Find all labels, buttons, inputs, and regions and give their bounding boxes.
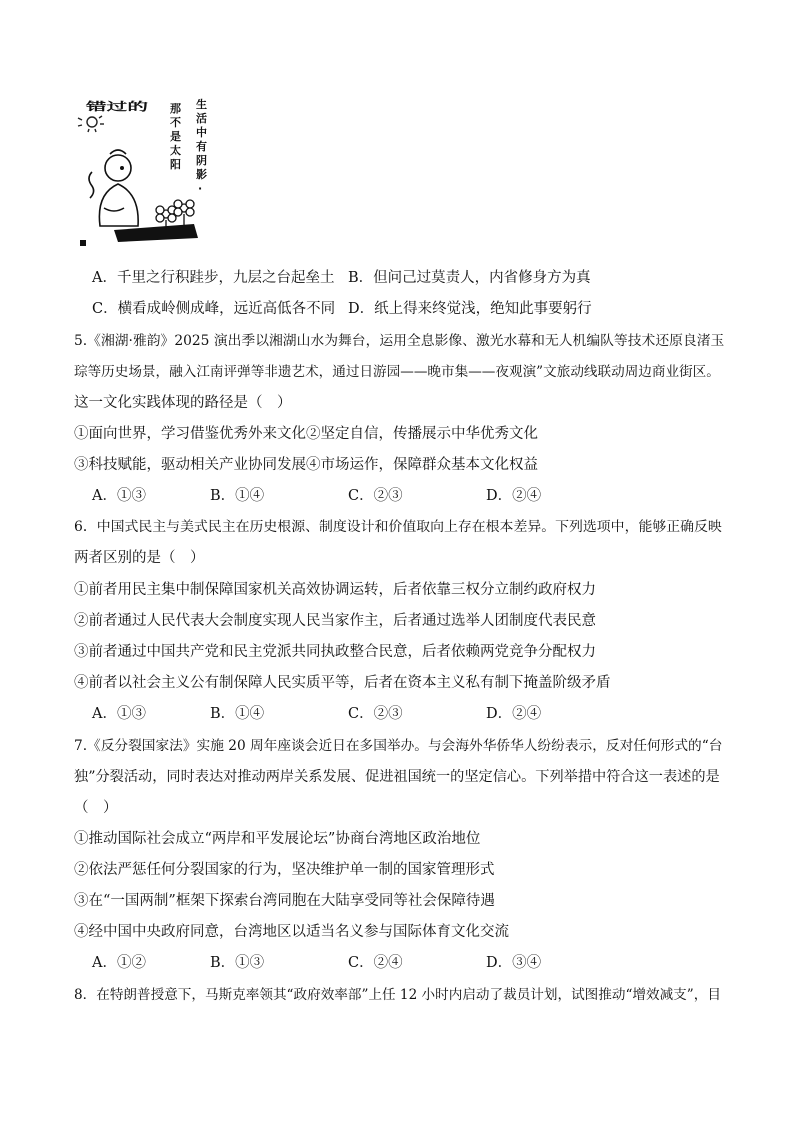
- q4-option-d: D．纸上得来终觉浅，绝知此事要躬行: [348, 301, 592, 317]
- q7-item-2: ②依法严惩任何分裂国家的行为，坚决维护单一制的国家管理形式: [74, 862, 495, 878]
- svg-text:活: 活: [196, 112, 207, 125]
- q7-option-c: C．②④: [348, 955, 403, 971]
- q7-stem-line-2: 独”分裂活动，同时表达对推动两岸关系发展、促进祖国统一的坚定信心。下列举措中符合这一表述的是: [74, 769, 720, 785]
- sun-icon: [78, 116, 104, 132]
- q6-option-c: C．②③: [348, 706, 403, 722]
- q7-item-3: ③在“一国两制”框架下探索台湾同胞在大陆享受同等社会保障待遇: [74, 893, 495, 909]
- q5-stem-line-2: 琮等历史场景，融入江南评弹等非遗艺术，通过日游园——晚市集——夜观演”文旅动线联动周边商业街区。: [74, 364, 720, 380]
- svg-text:是: 是: [170, 130, 181, 143]
- q7-option-a: A．①②: [92, 955, 146, 971]
- q5-option-a: A．①③: [92, 488, 146, 504]
- cartoon-mark: [80, 240, 86, 246]
- q4-option-b: B．但问己过莫责人，内省修身方为真: [348, 270, 591, 286]
- q6-option-b: B．①④: [210, 706, 265, 722]
- q6-stem-line-2: 两者区别的是（ ）: [74, 550, 205, 566]
- q5-item-1: ①面向世界，学习借鉴优秀外来文化②坚定自信，传播展示中华优秀文化: [74, 426, 538, 442]
- svg-text:有: 有: [196, 140, 207, 153]
- q6-option-d: D．②④: [486, 706, 542, 722]
- svg-text:太: 太: [170, 144, 181, 157]
- svg-text:那: 那: [170, 102, 181, 115]
- q5-option-b: B．①④: [210, 488, 265, 504]
- q4-option-a: A．千里之行积跬步，九层之台起垒土: [92, 270, 335, 286]
- cartoon-illustration: [74, 96, 224, 252]
- q6-item-3: ③前者通过中国共产党和民主党派共同执政整合民意，后者依赖两党竞争分配权力: [74, 644, 596, 660]
- q7-option-d: D．③④: [486, 955, 542, 971]
- cartoon-caption-left: 错过的: [86, 100, 119, 113]
- q4-option-c: C．横看成岭侧成峰，远近高低各不同: [92, 301, 336, 317]
- q7-item-4: ④经中国中央政府同意，台湾地区以适当名义参与国际体育文化交流: [74, 924, 509, 940]
- svg-text:中: 中: [196, 126, 207, 139]
- q5-option-c: C．②③: [348, 488, 403, 504]
- q7-stem-line-3: （ ）: [74, 800, 118, 816]
- q7-item-1: ①推动国际社会成立“两岸和平发展论坛”协商台湾地区政治地位: [74, 831, 481, 847]
- cartoon-caption-vertical-2: [196, 97, 207, 195]
- q6-option-a: A．①③: [92, 706, 146, 722]
- svg-text:不: 不: [170, 116, 181, 129]
- q5-stem-line-1: 5.《湘湖·雅韵》2025 演出季以湘湖山水为舞台，运用全息影像、激光水幕和无人机编队等技术还原良渚玉: [74, 333, 725, 349]
- svg-text:阳: 阳: [170, 158, 181, 171]
- q5-item-2: ③科技赋能，驱动相关产业协同发展④市场运作，保障群众基本文化权益: [74, 457, 538, 473]
- cartoon-caption-vertical-1: [170, 102, 181, 171]
- q7-option-b: B．①③: [210, 955, 265, 971]
- q6-item-4: ④前者以社会主义公有制保障人民实质平等，后者在资本主义私有制下掩盖阶级矛盾: [74, 675, 611, 691]
- person-figure: [89, 150, 138, 226]
- q8-stem-line-1: 8．在特朗普授意下，马斯克率领其“政府效率部”上任 12 小时内启动了裁员计划，试图推动“增效减支”，目: [74, 987, 721, 1003]
- q6-stem-line-1: 6．中国式民主与美式民主在历史根源、制度设计和价值取向上存在根本差异。下列选项中，能够正确反映: [74, 519, 722, 535]
- q6-item-2: ②前者通过人民代表大会制度实现人民当家作主，后者通过选举人团制度代表民意: [74, 613, 596, 629]
- svg-text:影: 影: [196, 168, 207, 181]
- svg-text:·: ·: [198, 182, 203, 195]
- q5-option-d: D．②④: [486, 488, 542, 504]
- q6-item-1: ①前者用民主集中制保障国家机关高效协调运转，后者依靠三权分立制约政府权力: [74, 582, 596, 598]
- q5-stem-line-3: 这一文化实践体现的路径是（ ）: [74, 395, 292, 411]
- q7-stem-line-1: 7.《反分裂国家法》实施 20 周年座谈会近日在多国举办。与会海外华侨华人纷纷表示，反对任何形式的“台: [74, 738, 723, 754]
- svg-text:生: 生: [196, 98, 207, 111]
- svg-text:阴: 阴: [196, 154, 207, 167]
